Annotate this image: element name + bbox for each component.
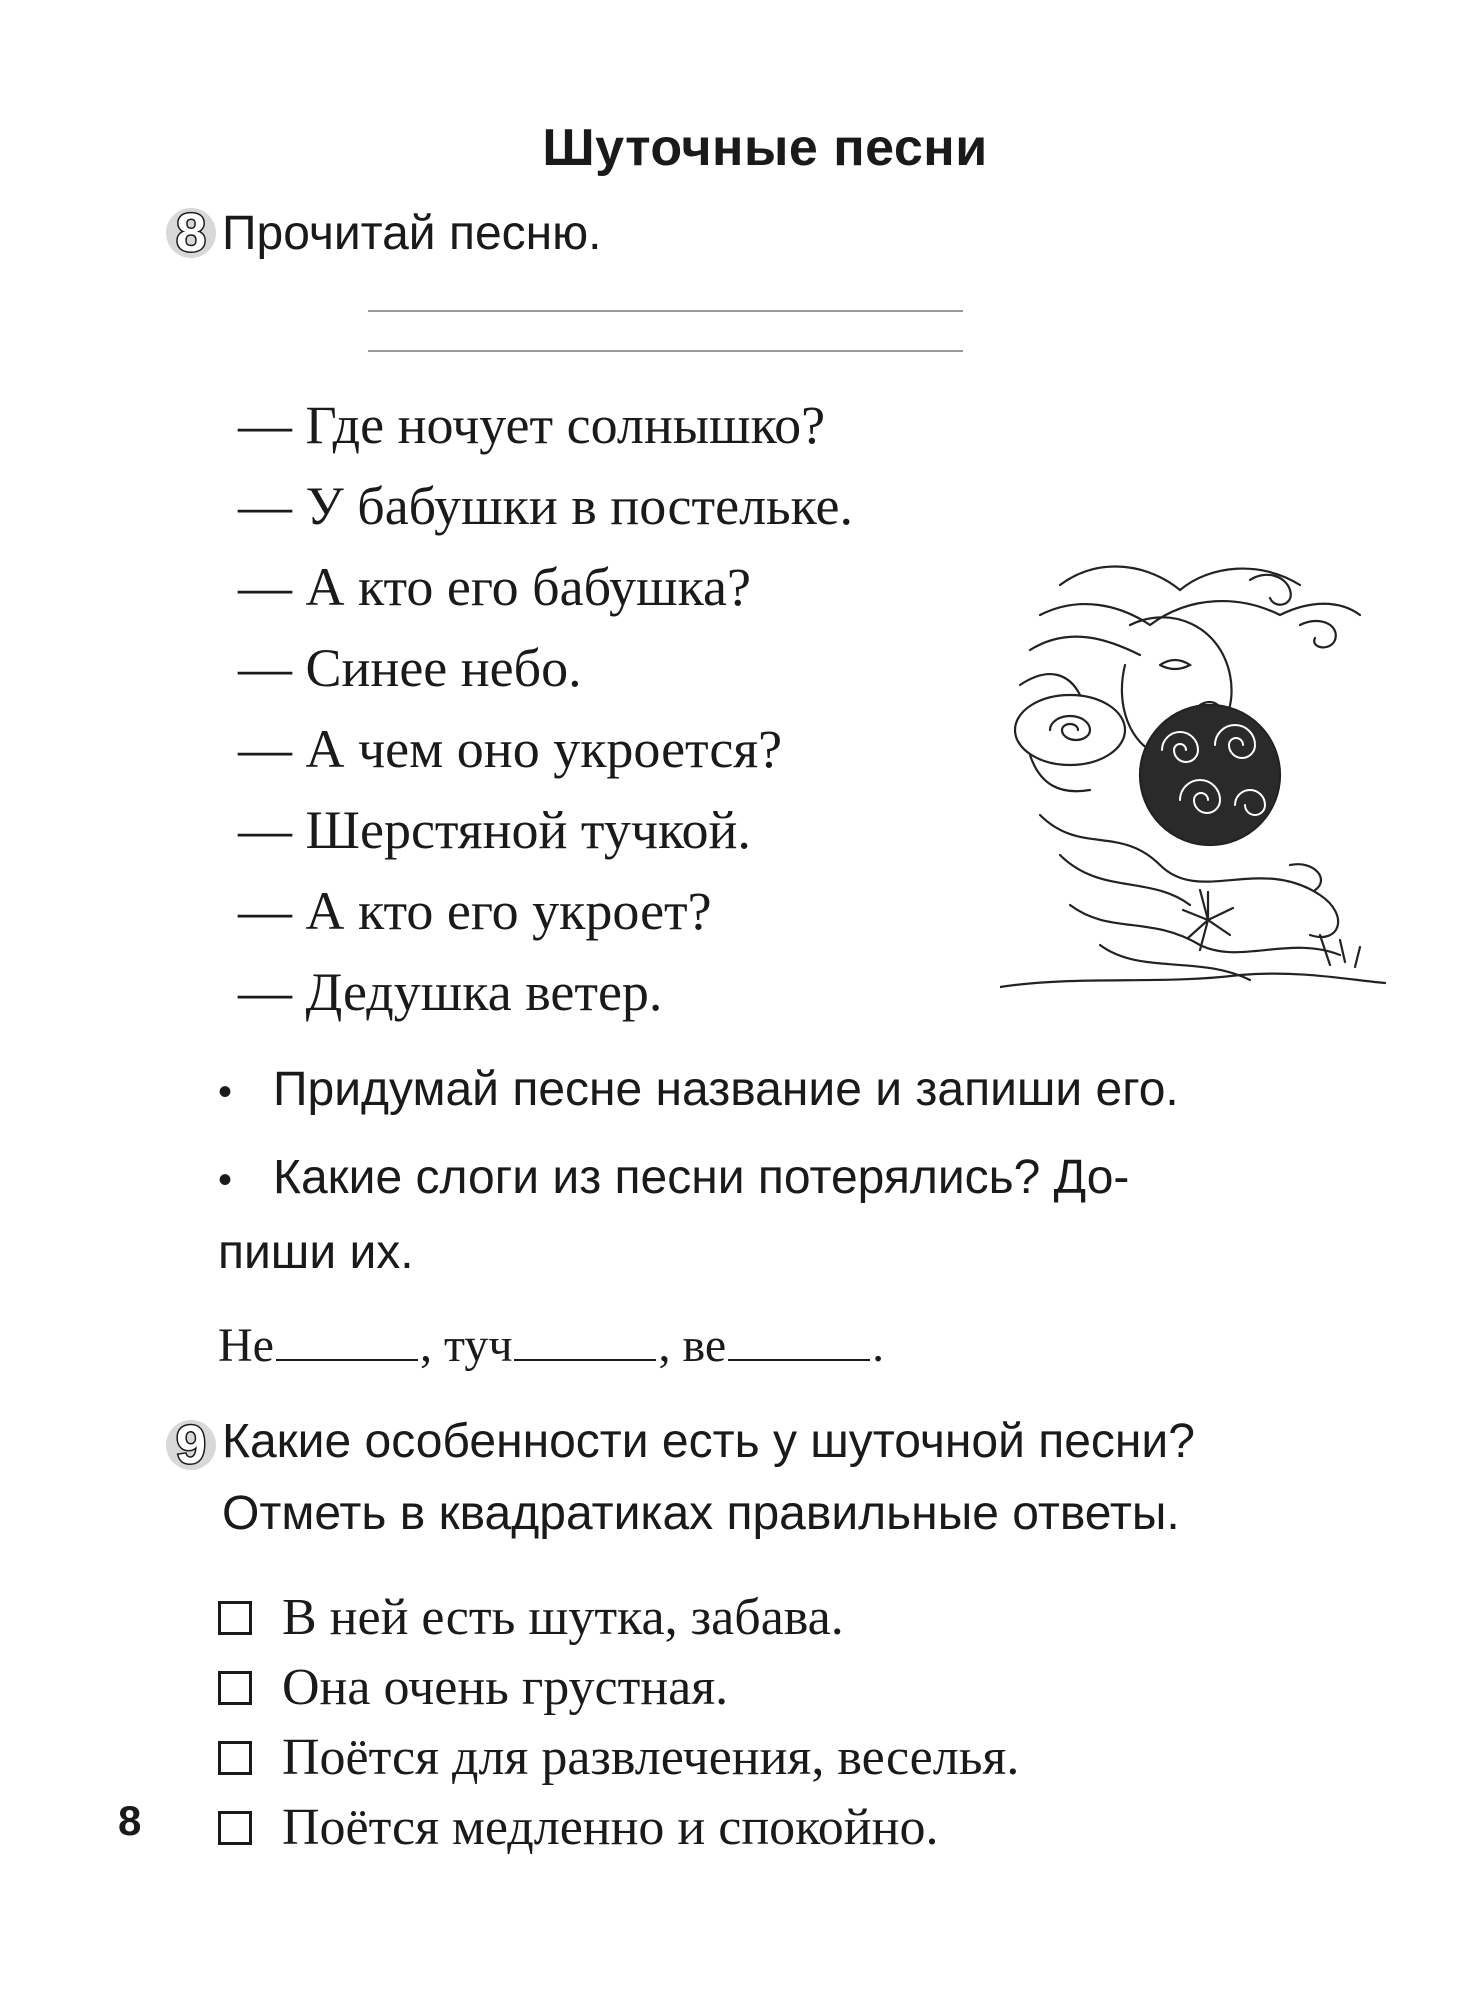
title-writing-line-1[interactable] — [368, 310, 963, 312]
option-row — [218, 1658, 728, 1717]
task9-instruction: Отметь в квадратиках правильные ответы. — [222, 1487, 1180, 1540]
bullet-task-title — [218, 1062, 1179, 1117]
fill-in-part: Не — [218, 1319, 274, 1372]
option-row — [218, 1798, 938, 1857]
option-label: В ней есть шутка, забава. — [282, 1589, 844, 1646]
task-number-9: 9 — [166, 1420, 216, 1470]
bullet-text: Придумай песне название и запиши его. — [273, 1063, 1179, 1116]
poem-line: — Где ночует солнышко? — [238, 395, 826, 455]
fill-in-syllables — [218, 1318, 884, 1373]
bullet-icon: • — [218, 1158, 233, 1202]
poem-line: — У бабушки в постельке. — [238, 476, 854, 536]
option-row — [218, 1588, 844, 1647]
title-writing-line-2[interactable] — [368, 350, 963, 352]
task-number-8: 8 — [166, 208, 216, 258]
option-label: Она очень грустная. — [282, 1659, 729, 1716]
bullet-text: Какие слоги из песни потерялись? До- — [273, 1151, 1130, 1204]
option-label: Поётся для развлечения, веселья. — [282, 1729, 1020, 1786]
option-checkbox-2[interactable] — [218, 1671, 252, 1705]
task8-instruction: Прочитай песню. — [222, 207, 602, 260]
poem-line: — А кто его укроет? — [238, 881, 712, 941]
bullet-icon: • — [218, 1070, 233, 1114]
blank-field-2[interactable] — [514, 1321, 656, 1361]
blank-field-3[interactable] — [728, 1321, 870, 1361]
poem-line: — Дедушка ветер. — [238, 962, 663, 1022]
bullet-text-continued: пиши их. — [218, 1226, 414, 1279]
fill-in-part: . — [872, 1319, 885, 1372]
page-title: Шуточные песни — [542, 119, 988, 177]
option-label: Поётся медленно и спокойно. — [282, 1799, 939, 1856]
option-checkbox-4[interactable] — [218, 1811, 252, 1845]
option-checkbox-3[interactable] — [218, 1741, 252, 1775]
poem-line: — А кто его бабушка? — [238, 557, 751, 617]
option-row — [218, 1728, 1019, 1787]
sun-wind-cloud-illustration-icon — [1000, 555, 1390, 1005]
page-number: 8 — [118, 1797, 142, 1844]
option-checkbox-1[interactable] — [218, 1601, 252, 1635]
poem-line: — А чем оно укроется? — [238, 719, 783, 779]
bullet-task-syllables — [218, 1150, 1129, 1205]
task9-question: Какие особенности есть у шуточной песни? — [222, 1415, 1195, 1468]
poem-line: — Шерстяной тучкой. — [238, 800, 751, 860]
blank-field-1[interactable] — [276, 1321, 418, 1361]
fill-in-part: , туч — [419, 1319, 513, 1372]
fill-in-part: , ве — [658, 1319, 727, 1372]
poem-line: — Синее небо. — [238, 638, 582, 698]
